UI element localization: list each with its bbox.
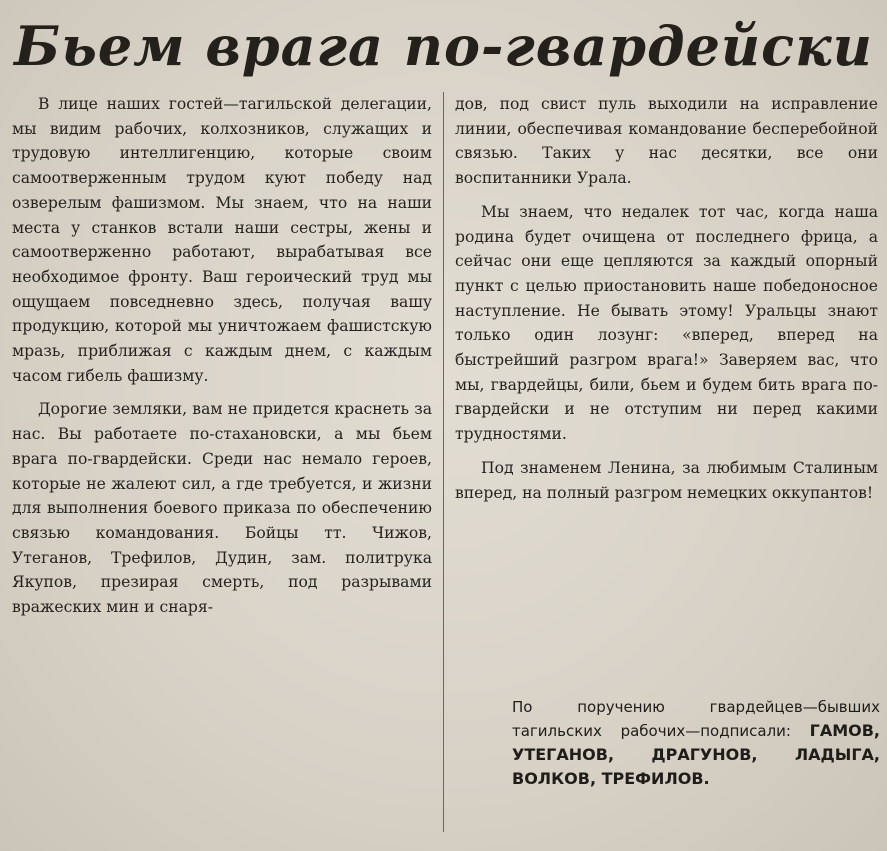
left-column xyxy=(12,92,432,620)
column-divider xyxy=(443,92,444,832)
paragraph-2: Дорогие земляки, вам не придется краснеть за нас. Вы работаете по-стахановски, а мы бьем врага по-гвардейски. Среди нас немало героев, которые не жалеют сил, а где требуется, и жизни для выполнения боевого приказа по обеспечению связью командования. Бойцы тт. Чижов, Утеганов, Трефилов, Дудин, зам. политрука Якупов, презирая смерть, под разрывами вражеских мин и снаря- xyxy=(12,400,432,617)
paragraph-3: Мы знаем, что недалек тот час, когда наша родина будет очищена от последнего фрица, а сейчас они еще цепляются за каждый опорный пункт с целью приостановить наше победоносное наступление. Не бывать этому! Уральцы знают только один лозунг: «вперед, вперед на быстрейший разгром врага!» Заверяем вас, что мы, гвардейцы, били, бьем и будем бить врага по-гвардейски и не отступим ни перед какими трудностями. xyxy=(455,202,878,444)
paragraph-4: Под знаменем Ленина, за любимым Сталиным вперед, на полный разгром немецких оккупантов! xyxy=(455,458,878,502)
signature-block xyxy=(512,695,880,791)
right-column xyxy=(455,92,878,505)
signatory-names: ГАМОВ, УТЕГАНОВ, ДРАГУНОВ, ЛАДЫГА, ВОЛКОВ, ТРЕФИЛОВ. xyxy=(512,721,880,788)
paragraph-2-continued: дов, под свист пуль выходили на исправление линии, обеспечивая командование бесперебойной связью. Таких у нас десятки, все они воспитанники Урала. xyxy=(455,95,878,188)
paragraph-1: В лице наших гостей—тагильской делегации, мы видим рабочих, колхозников, служащих и трудовую интеллигенцию, которые своим самоотверженным трудом куют победу над озверелым фашизмом. Мы знаем, что на наши места у станков встали наши сестры, жены и самоотверженно работают, вырабатывая все необходимое фронту. Ваш героический труд мы ощущаем повседневно здесь, получая вашу продукцию, которой мы уничтожаем фашистскую мразь, приближая с каждым днем, с каждым часом гибель фашизму. xyxy=(12,95,432,385)
article-headline: Бьем врага по-гвардейски xyxy=(14,14,873,78)
signature-intro: По поручению гвардейцев—бывших тагильских рабочих—подписали: xyxy=(512,698,880,740)
